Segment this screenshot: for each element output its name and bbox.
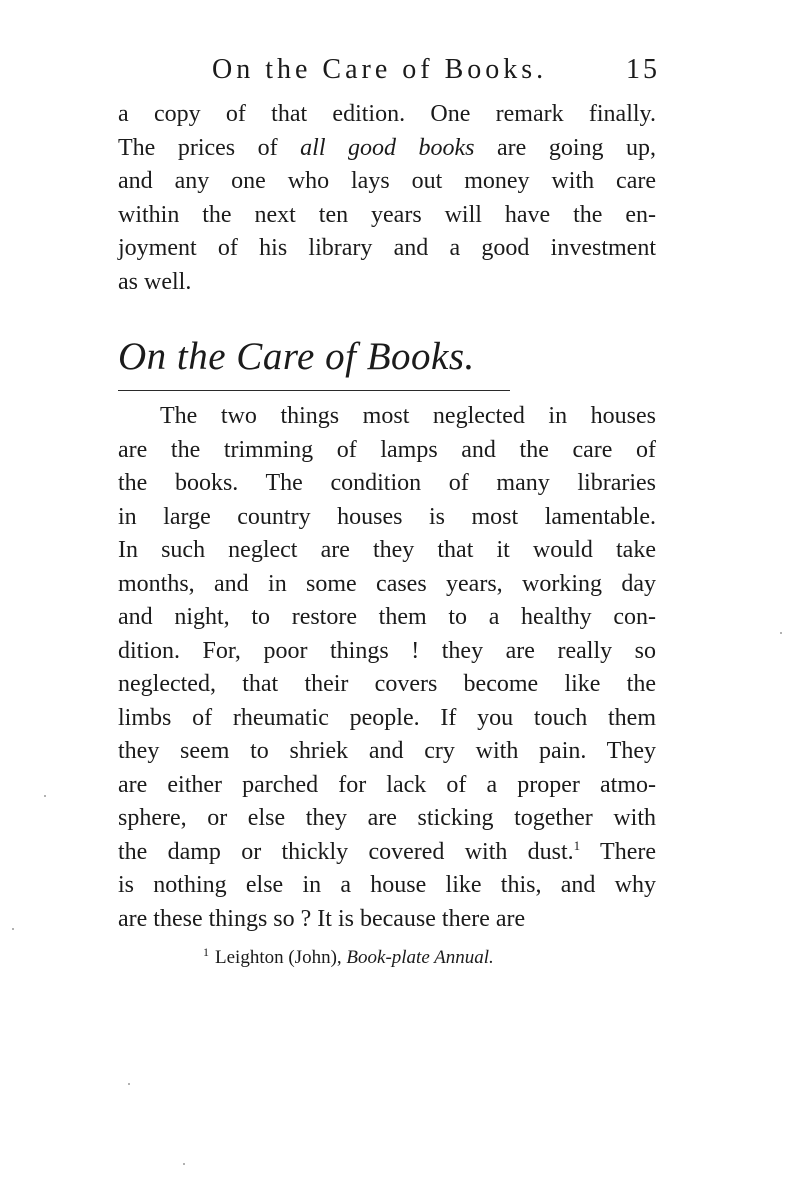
text-line	[118, 668, 656, 702]
text-line	[118, 568, 656, 602]
text-line	[118, 400, 656, 434]
footnote-author: Leighton (John),	[215, 947, 347, 968]
paper-speck	[12, 928, 14, 930]
text-line	[118, 702, 656, 736]
text-run: are these things so ? It is because there are	[118, 905, 526, 932]
text-run: are either parched for lack of a proper atmo-	[118, 771, 656, 798]
text-run: months, and in some cases years, working day	[118, 570, 656, 597]
text-line	[118, 735, 656, 769]
text-line	[118, 635, 656, 669]
text-run: in large country houses is most lamentable.	[118, 503, 656, 530]
footnote-marker: 1	[203, 945, 209, 959]
text-run: The prices of	[118, 134, 301, 161]
continuation-paragraph	[118, 98, 656, 299]
text-line	[118, 903, 656, 937]
text-line	[118, 98, 656, 132]
page-number: 15	[626, 54, 660, 85]
text-line	[118, 601, 656, 635]
footnote-reference: 1	[573, 837, 581, 853]
main-paragraph	[118, 400, 656, 936]
footnote-title: Book-plate Annual.	[346, 947, 494, 968]
text-line	[118, 165, 656, 199]
italic-text: all good books	[300, 134, 475, 161]
paper-speck	[44, 795, 46, 797]
text-run: dition. For, poor things ! they are really so	[118, 637, 656, 664]
text-run: the damp or thickly covered with dust.	[118, 838, 574, 865]
text-run: is nothing else in a house like this, and why	[118, 872, 656, 898]
paper-speck	[780, 632, 782, 634]
footnote	[203, 944, 494, 972]
text-run: the books. The condition of many libraries	[118, 470, 656, 496]
text-run: they seem to shriek and cry with pain. They	[118, 738, 656, 764]
text-run: are the trimming of lamps and the care of	[118, 436, 656, 463]
text-run: and night, to restore them to a healthy con-	[118, 604, 656, 630]
heading-underline	[118, 390, 510, 391]
text-run: In such neglect are they that it would take	[118, 537, 656, 563]
text-line	[118, 132, 656, 166]
text-line	[118, 232, 656, 266]
text-run: neglected, that their covers become like the	[118, 671, 656, 697]
text-line	[118, 467, 656, 501]
text-line	[118, 836, 656, 870]
text-run: The two things most neglected in houses	[160, 403, 656, 429]
running-title: On the Care of Books.	[212, 54, 548, 85]
text-run: limbs of rheumatic people. If you touch them	[118, 704, 656, 731]
text-line	[118, 501, 656, 535]
text-run: sphere, or else they are sticking together with	[118, 805, 656, 831]
section-heading: On the Care of Books.	[118, 335, 475, 378]
paper-speck	[128, 1083, 130, 1085]
text-line	[118, 802, 656, 836]
text-line	[118, 199, 656, 233]
text-run: joyment of his library and a good investment	[118, 235, 656, 261]
text-run: and any one who lays out money with care	[118, 168, 656, 194]
text-line	[118, 769, 656, 803]
running-head	[120, 50, 660, 90]
text-line	[118, 869, 656, 903]
text-line	[118, 266, 656, 300]
paper-speck	[183, 1163, 185, 1165]
text-line	[118, 434, 656, 468]
text-line	[118, 534, 656, 568]
text-run: a copy of that edition. One remark finally.	[118, 101, 656, 127]
text-run: There	[580, 838, 656, 865]
text-run: within the next ten years will have the en-	[118, 201, 656, 228]
text-run: as well.	[118, 268, 192, 295]
text-run: are going up,	[474, 134, 657, 161]
